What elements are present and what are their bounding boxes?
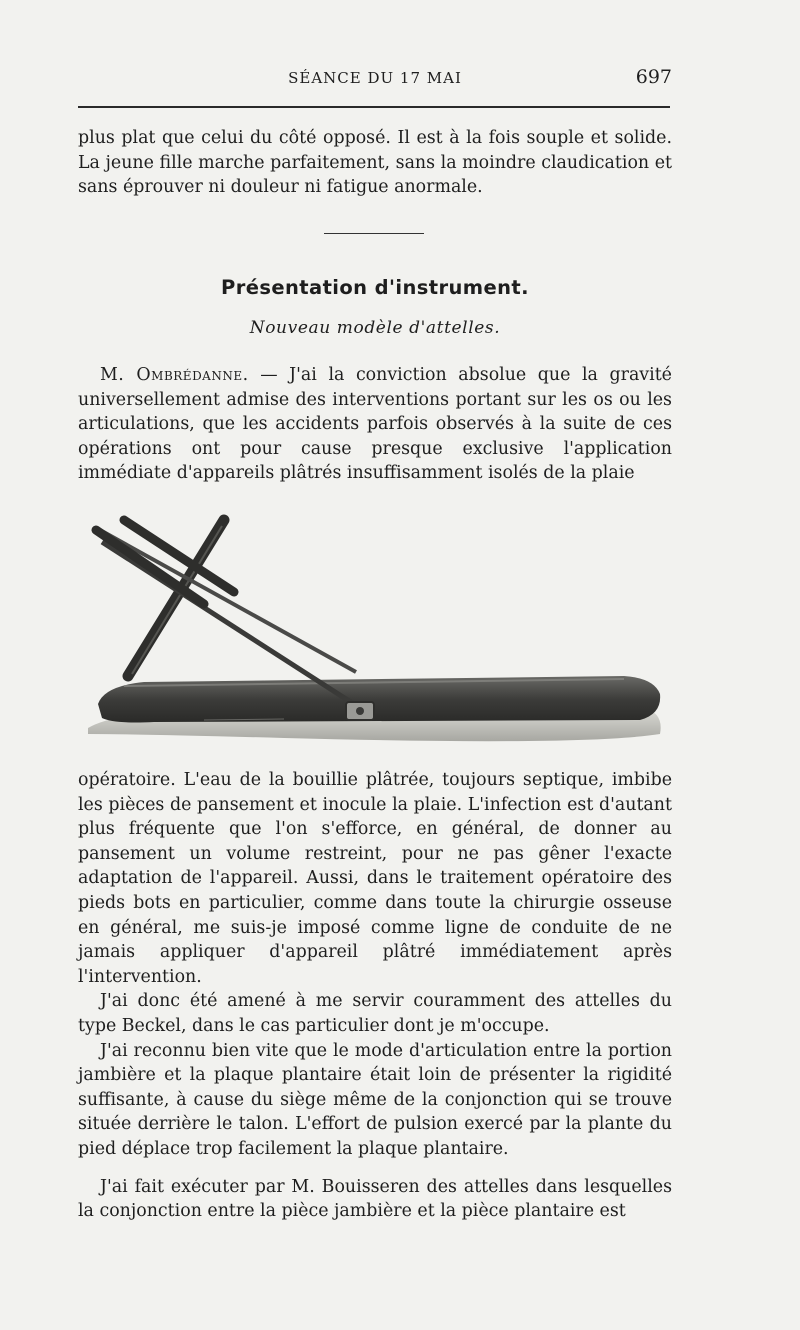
paragraph-4: J'ai fait exécuter par M. Bouisseren des attelles dans lesquelles la conjonction entre la pièce jambière et la pièce plantaire est	[78, 1176, 672, 1222]
running-head	[78, 66, 672, 90]
paragraph-1-bottom	[78, 768, 672, 1224]
page-number: 697	[635, 66, 672, 88]
paragraph-1-top	[78, 363, 672, 486]
section-title: Présentation d'instrument.	[221, 276, 529, 299]
speaker-name: M. Ombrédanne.	[100, 365, 249, 385]
header-rule	[78, 106, 670, 108]
section-subtitle: Nouveau modèle d'attelles.	[249, 318, 501, 338]
paragraph-1-text: — J'ai la conviction absolue que la gravité universellement admise des interventions portant sur les os ou les articulations, que les accidents parfois observés à la suite de ces opérations ont pour cause presque exclusive l'application immédiate d'appareils plâtrés insuffisamment isolés de la plaie	[78, 365, 672, 484]
section-separator	[324, 233, 424, 234]
running-head-title: SÉANCE DU 17 MAI	[288, 69, 462, 87]
splint-figure	[84, 508, 670, 758]
intro-paragraph: plus plat que celui du côté opposé. Il est à la fois souple et solide. La jeune fille marche parfaitement, sans la moindre claudication et sans éprouver ni douleur ni fatigue anormale.	[78, 128, 672, 198]
intro-block	[78, 126, 672, 200]
paragraph-3: J'ai reconnu bien vite que le mode d'articulation entre la portion jambière et la plaque plantaire était loin de présenter la rigidité suffisante, à cause du siège même de la conjonction qui se trouve située derrière le talon. L'effort de pulsion exercé par la plante du pied déplace trop facilement la plaque plantaire.	[78, 1040, 672, 1159]
paragraph-1-continued: opératoire. L'eau de la bouillie plâtrée, toujours septique, imbibe les pièces de pansement et inocule la plaie. L'infection est d'autant plus fréquente que l'on s'efforce, en général, de donner au pansement un volume restreint, pour ne pas gêner l'exacte adaptation de l'appareil. Aussi, dans le traitement opératoire des pieds bots en particulier, comme dans toute la chirurgie osseuse en général, me suis-je imposé comme ligne de conduite de ne jamais appliquer d'appareil plâtré immédiatement après l'intervention.	[78, 770, 672, 987]
paragraph-2: J'ai donc été amené à me servir couramment des attelles du type Beckel, dans le cas particulier dont je m'occupe.	[78, 991, 672, 1036]
paragraph-1-start	[78, 363, 672, 486]
splint-illustration	[84, 508, 670, 758]
